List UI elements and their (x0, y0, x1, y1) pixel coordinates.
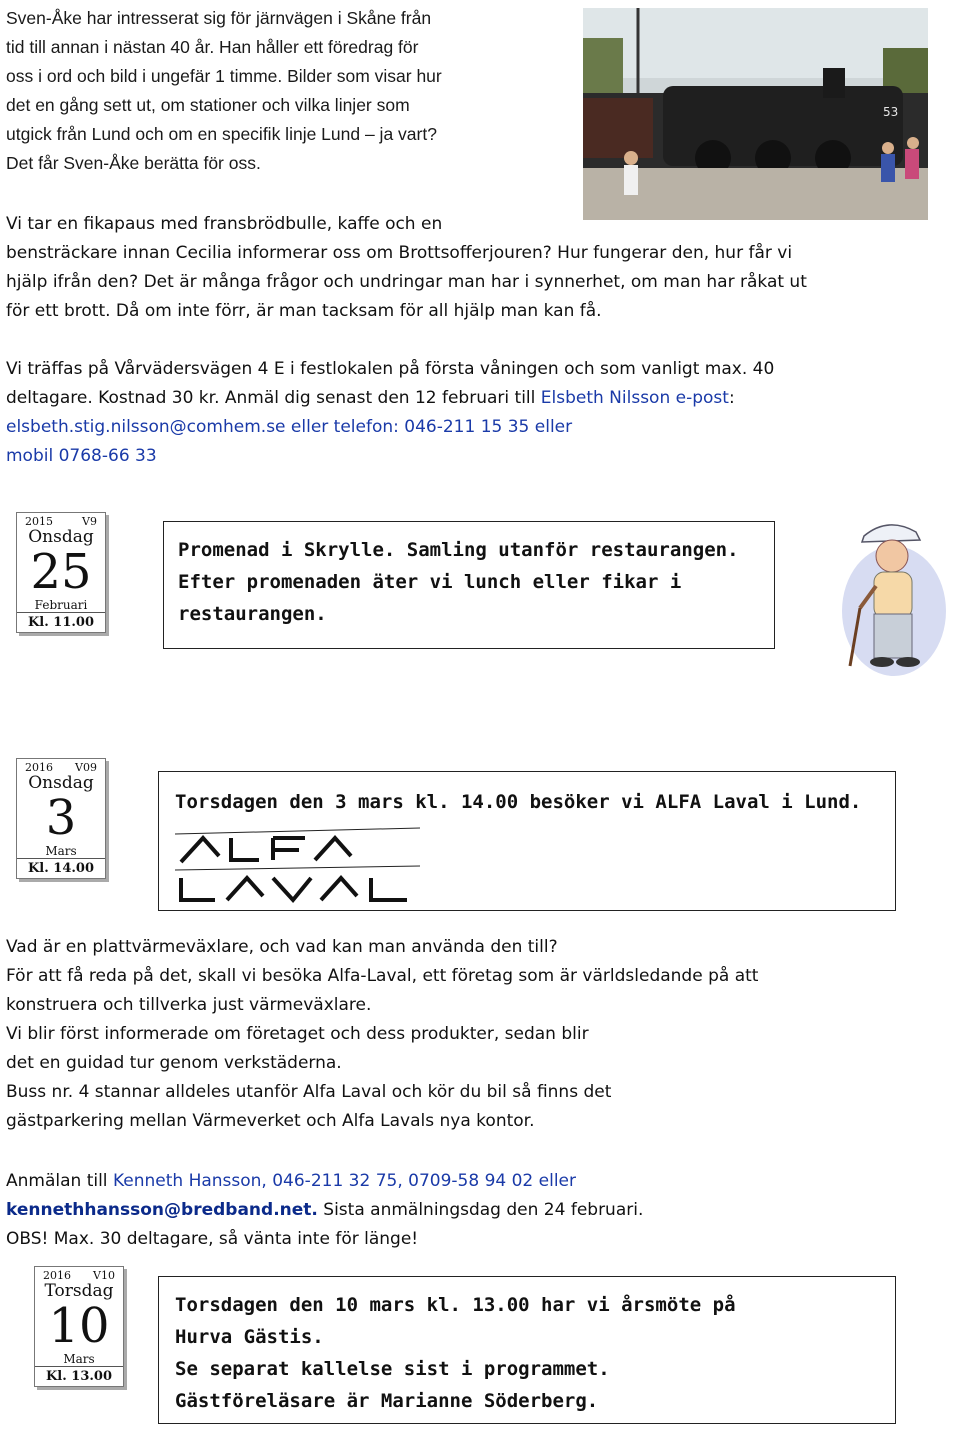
intro-paragraph (6, 4, 566, 178)
intro-line: Sven-Åke har intresserat sig för järnvägen i Skåne från (6, 8, 432, 28)
calendar-event-2: 2016 V09 Onsdag 3 Mars Kl. 14.00 (16, 758, 106, 879)
alfa-paragraph (6, 933, 951, 1136)
intro-line: det en gång sett ut, om stationer och vilka linjer som (6, 95, 410, 115)
calendar-weekday: Torsdag (44, 1281, 114, 1301)
event-1-line: Efter promenaden äter vi lunch eller fikar i (178, 571, 682, 593)
meeting-line: Vi träffas på Vårvädersvägen 4 E i festlokalen på första våningen och som vanligt max. 40 (6, 359, 775, 379)
event-2-box (158, 771, 896, 911)
signup-paragraph (6, 1167, 951, 1254)
intro-line: oss i ord och bild i ungefär 1 timme. Bilder som visar hur (6, 66, 442, 86)
meeting-paragraph (6, 355, 951, 471)
event-3-line: Torsdagen den 10 mars kl. 13.00 har vi årsmöte på (175, 1294, 736, 1316)
intro-line: Det får Sven-Åke berätta för oss. (6, 153, 261, 173)
calendar-weekday: Onsdag (28, 527, 94, 547)
alfa-line: Vad är en plattvärmeväxlare, och vad kan man använda den till? (6, 937, 558, 957)
fika-line: Vi tar en fikapaus med fransbrödbulle, kaffe och en (6, 214, 443, 234)
calendar-day: 3 (45, 790, 77, 846)
event-3-box (158, 1276, 896, 1424)
calendar-event-3: 2016 V10 Torsdag 10 Mars Kl. 13.00 (34, 1266, 124, 1387)
calendar-month: Mars (63, 1352, 95, 1366)
event-3-line: Se separat kallelse sist i programmet. (175, 1358, 610, 1380)
locomotive-number: 53 (883, 105, 899, 119)
alfa-line: det en guidad tur genom verkstäderna. (6, 1053, 342, 1073)
alfa-line: För att få reda på det, skall vi besöka Alfa-Laval, ett företag som är världsledande på att (6, 966, 759, 986)
event-1-box (163, 521, 775, 649)
intro-line: utgick från Lund och om en specifik linje Lund – ja vart? (6, 124, 437, 144)
contact-link[interactable]: Elsbeth Nilsson e-post (540, 388, 729, 408)
calendar-day: 10 (48, 1298, 110, 1354)
event-3-line: Gästföreläsare är Marianne Söderberg. (175, 1390, 599, 1412)
signup-obs: OBS! Max. 30 deltagare, så vänta inte för länge! (6, 1229, 419, 1249)
fika-line: bensträckare innan Cecilia informerar oss om Brottsofferjouren? Hur fungerar den, hur får vi (6, 243, 793, 263)
calendar-month: Mars (45, 844, 77, 858)
calendar-day: 25 (30, 544, 92, 600)
signup-contact: Kenneth Hansson, 046-211 32 75, 0709-58 94 02 eller (112, 1171, 577, 1191)
alfa-laval-logo (175, 826, 895, 916)
calendar-time: Kl. 14.00 (17, 858, 105, 878)
calendar-time: Kl. 11.00 (17, 612, 105, 632)
fika-line: för ett brott. Då om inte förr, är man tacksam för all hjälp man kan få. (6, 301, 602, 321)
alfa-line: konstruera och tillverka just värmeväxlare. (6, 995, 372, 1015)
alfa-line: Vi blir först informerade om företaget och dess produkter, sedan blir (6, 1024, 589, 1044)
signup-line: kennethhansson@bredband.net. Sista anmälningsdag den 24 februari. (6, 1200, 644, 1220)
fika-line: hjälp ifrån den? Det är många frågor och undringar man har i synnerhet, om man har råkat ut (6, 272, 807, 292)
event-1-line: Promenad i Skrylle. Samling utanför restaurangen. (178, 539, 739, 561)
intro-line: tid till annan i nästan 40 år. Han håller ett föredrag för (6, 37, 419, 57)
calendar-event-1: 2015 V9 Onsdag 25 Februari Kl. 11.00 (16, 512, 106, 633)
fika-paragraph (6, 210, 951, 326)
meeting-contact-line: elsbeth.stig.nilsson@comhem.se eller telefon: 046-211 15 35 eller (6, 417, 573, 437)
alfa-line: gästparkering mellan Värmeverket och Alfa Lavals nya kontor. (6, 1111, 535, 1131)
alfa-line: Buss nr. 4 stannar alldeles utanför Alfa Laval och kör du bil så finns det (6, 1082, 612, 1102)
event-3-line: Hurva Gästis. (175, 1326, 324, 1348)
calendar-weekday: Onsdag (28, 773, 94, 793)
walking-man-clipart (836, 516, 951, 680)
signup-line: Anmälan till Kenneth Hansson, 046-211 32 75, 0709-58 94 02 eller (6, 1171, 577, 1191)
signup-email-link[interactable]: kennethhansson@bredband.net. (6, 1200, 318, 1220)
calendar-time: Kl. 13.00 (35, 1366, 123, 1386)
event-1-line: restaurangen. (178, 603, 327, 625)
meeting-contact-line: mobil 0768-66 33 (6, 446, 157, 466)
meeting-line: deltagare. Kostnad 30 kr. Anmäl dig senast den 12 februari till Elsbeth Nilsson e-post: (6, 388, 735, 408)
locomotive-photo (583, 8, 928, 220)
calendar-month: Februari (34, 598, 88, 612)
event-2-line: Torsdagen den 3 mars kl. 14.00 besöker vi ALFA Laval i Lund. (175, 791, 862, 813)
